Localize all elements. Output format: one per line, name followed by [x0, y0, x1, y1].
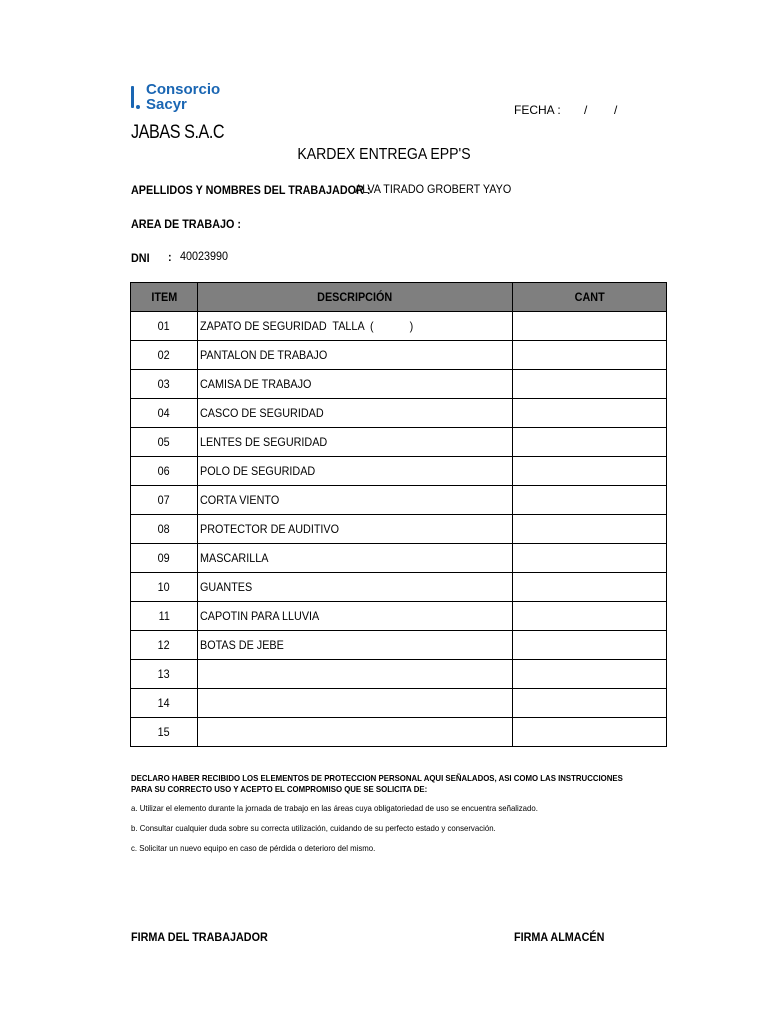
- dni-label: DNI: [131, 251, 150, 265]
- item-number: 02: [131, 341, 198, 370]
- logo-line-2: Sacyr: [146, 96, 187, 113]
- item-quantity[interactable]: [513, 312, 667, 341]
- company-name: JABAS S.A.C: [131, 122, 225, 143]
- item-description: BOTAS DE JEBE: [198, 631, 513, 660]
- item-description[interactable]: [198, 689, 513, 718]
- table-row: [131, 660, 667, 689]
- date-separator-1: /: [584, 103, 588, 117]
- logo-mark: [131, 86, 134, 108]
- item-description: PANTALON DE TRABAJO: [198, 341, 513, 370]
- item-description: POLO DE SEGURIDAD: [198, 457, 513, 486]
- item-number: 14: [131, 689, 198, 718]
- item-description: LENTES DE SEGURIDAD: [198, 428, 513, 457]
- table-row: [131, 689, 667, 718]
- item-number: 05: [131, 428, 198, 457]
- item-number: 13: [131, 660, 198, 689]
- worker-signature-label: FIRMA DEL TRABAJADOR: [131, 930, 268, 944]
- table-row: [131, 631, 667, 660]
- header-quantity: CANT: [513, 283, 667, 312]
- consorcio-sacyr-logo: [131, 81, 251, 116]
- dni-value: 40023990: [180, 249, 229, 263]
- item-quantity[interactable]: [513, 544, 667, 573]
- logo-dot: [136, 105, 140, 109]
- item-number: 04: [131, 399, 198, 428]
- item-number: 06: [131, 457, 198, 486]
- item-quantity[interactable]: [513, 602, 667, 631]
- item-description: CORTA VIENTO: [198, 486, 513, 515]
- item-number: 01: [131, 312, 198, 341]
- item-quantity[interactable]: [513, 515, 667, 544]
- table-row: [131, 544, 667, 573]
- item-description[interactable]: [198, 718, 513, 747]
- item-number: 03: [131, 370, 198, 399]
- table-row: [131, 428, 667, 457]
- table-row: [131, 602, 667, 631]
- item-number: 07: [131, 486, 198, 515]
- item-quantity[interactable]: [513, 399, 667, 428]
- commitment-c: c. Solicitar un nuevo equipo en caso de pérdida o deterioro del mismo.: [131, 843, 376, 853]
- table-header-row: [131, 283, 667, 312]
- item-description: CAPOTIN PARA LLUVIA: [198, 602, 513, 631]
- item-number: 10: [131, 573, 198, 602]
- table-row: [131, 312, 667, 341]
- item-quantity[interactable]: [513, 718, 667, 747]
- item-quantity[interactable]: [513, 631, 667, 660]
- item-number: 12: [131, 631, 198, 660]
- item-quantity[interactable]: [513, 689, 667, 718]
- logo-text: [146, 82, 220, 112]
- item-description: CAMISA DE TRABAJO: [198, 370, 513, 399]
- epp-table: [130, 282, 667, 747]
- table-row: [131, 341, 667, 370]
- declaration-text: DECLARO HABER RECIBIDO LOS ELEMENTOS DE PROTECCION PERSONAL AQUI SEÑALADOS, ASI COMO LAS INSTRUCCIONES PARA SU CORRECTO USO Y ACEPTO EL COMPROMISO QUE SE SOLICITA DE:: [131, 773, 623, 794]
- item-quantity[interactable]: [513, 428, 667, 457]
- logo-line-1: Consorcio: [146, 81, 221, 98]
- table-row: [131, 515, 667, 544]
- worker-name-value: ALVA TIRADO GROBERT YAYO: [355, 182, 512, 196]
- item-quantity[interactable]: [513, 573, 667, 602]
- item-description: GUANTES: [198, 573, 513, 602]
- item-description: PROTECTOR DE AUDITIVO: [198, 515, 513, 544]
- item-quantity[interactable]: [513, 457, 667, 486]
- item-description: CASCO DE SEGURIDAD: [198, 399, 513, 428]
- item-quantity[interactable]: [513, 341, 667, 370]
- item-quantity[interactable]: [513, 370, 667, 399]
- item-description: ZAPATO DE SEGURIDAD TALLA ( ): [198, 312, 513, 341]
- commitment-a: a. Utilizar el elemento durante la jornada de trabajo en las áreas cuya obligatoriedad de uso se encuentra señalizado.: [131, 803, 538, 813]
- warehouse-signature-label: FIRMA ALMACÉN: [514, 930, 605, 944]
- header-item: ITEM: [131, 283, 198, 312]
- item-number: 11: [131, 602, 198, 631]
- item-description[interactable]: [198, 660, 513, 689]
- date-label: FECHA :: [514, 103, 561, 117]
- document-title: KARDEX ENTREGA EPP'S: [297, 146, 471, 163]
- date-field: [514, 103, 617, 117]
- table-row: [131, 718, 667, 747]
- item-number: 15: [131, 718, 198, 747]
- item-number: 09: [131, 544, 198, 573]
- item-quantity[interactable]: [513, 660, 667, 689]
- commitment-b: b. Consultar cualquier duda sobre su correcta utilización, cuidando de su perfecto estado y conservación.: [131, 823, 496, 833]
- item-number: 08: [131, 515, 198, 544]
- dni-colon: :: [168, 250, 172, 264]
- table-row: [131, 457, 667, 486]
- table-row: [131, 573, 667, 602]
- table-row: [131, 399, 667, 428]
- date-separator-2: /: [614, 103, 618, 117]
- table-row: [131, 370, 667, 399]
- worker-name-label: APELLIDOS Y NOMBRES DEL TRABAJADOR :: [131, 183, 371, 197]
- item-description: MASCARILLA: [198, 544, 513, 573]
- table-row: [131, 486, 667, 515]
- header-description: DESCRIPCIÓN: [198, 283, 513, 312]
- work-area-label: AREA DE TRABAJO :: [131, 217, 242, 231]
- item-quantity[interactable]: [513, 486, 667, 515]
